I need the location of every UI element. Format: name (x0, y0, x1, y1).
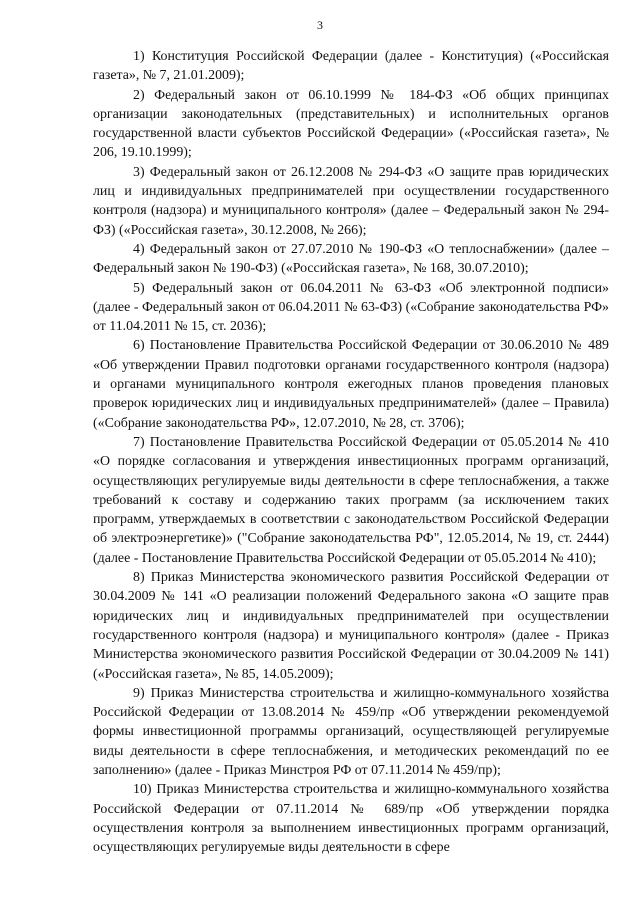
legal-basis-list (93, 47, 609, 857)
item-number: 5) (133, 280, 145, 296)
list-item (93, 47, 609, 86)
item-number: 2) (133, 87, 145, 103)
item-number: 7) (133, 434, 145, 450)
list-item (93, 86, 609, 163)
list-item (93, 568, 609, 684)
item-text: Федеральный закон от 26.12.2008 № 294-ФЗ «О защите прав юридических лиц и индивидуальных предпринимателей при осуществлении государственного контроля (надзора) и муниципального контроля» (далее – Федеральный закон № 294-ФЗ) («Российская газета», 30.12.2008, № 266); (93, 164, 609, 238)
list-item (93, 780, 609, 857)
list-item (93, 163, 609, 240)
list-item (93, 240, 609, 279)
list-item (93, 279, 609, 337)
item-text: Постановление Правительства Российской Федерации от 05.05.2014 № 410 «О порядке согласования и утверждения инвестиционных программ организаций, осуществляющих регулируемые виды деятельности в сфере теплоснабжения, а также требований к составу и содержанию таких программ (за исключением таких программ, утверждаемых в соответствии с законодательством Российской Федерации об электроэнергетике)» ("Собрание законодательства РФ", 12.05.2014, № 19, ст. 2444) (далее - Постановление Правительства Российской Федерации от 05.05.2014 № 410); (93, 434, 609, 566)
item-text: Конституция Российской Федерации (далее - Конституция) («Российская газета», № 7, 21.01.2009); (93, 49, 609, 84)
item-number: 6) (133, 338, 145, 354)
item-text: Приказ Министерства экономического развития Российской Федерации от 30.04.2009 № 141 «О реализации положений Федерального закона «О защите прав юридических лиц и индивидуальных предпринимателей при осуществлении государственного контроля (надзора) и муниципального контроля» (далее - Приказ Министерства экономического развития Российской Федерации от 30.04.2009 № 141) («Российская газета», № 85, 14.05.2009); (93, 570, 609, 682)
item-number: 10) (133, 782, 152, 798)
item-text: Федеральный закон от 27.07.2010 № 190-ФЗ «О теплоснабжении» (далее – Федеральный закон № 190-ФЗ) («Российская газета», № 168, 30.07.2010); (93, 241, 609, 277)
item-text: Приказ Министерства строительства и жилищно-коммунального хозяйства Российской Федерации от 13.08.2014 № 459/пр «Об утверждении рекомендуемой формы инвестиционной программы организаций, осуществляющей регулируемые виды деятельности в сфере теплоснабжения, и методических рекомендаций по ее заполнению» (далее - Приказ Минстроя РФ от 07.11.2014 № 459/пр); (93, 685, 609, 778)
item-text: Приказ Министерства строительства и жилищно-коммунального хозяйства Российской Федерации от 07.11.2014 № 689/пр «Об утверждении порядка осуществления контроля за выполнением инвестиционных программ организаций, осуществляющих регулируемые виды деятельности в сфере (93, 782, 609, 856)
list-item (93, 336, 609, 432)
item-text: Федеральный закон от 06.10.1999 № 184-ФЗ «Об общих принципах организации законодательных (представительных) и исполнительных органов государственной власти субъектов Российской Федерации» («Российская газета», № 206, 19.10.1999); (93, 87, 609, 161)
list-item (93, 684, 609, 780)
item-number: 8) (133, 570, 145, 586)
item-number: 3) (133, 164, 145, 180)
item-number: 1) (133, 49, 145, 64)
item-number: 9) (133, 685, 145, 701)
item-number: 4) (133, 241, 145, 257)
item-text: Постановление Правительства Российской Федерации от 30.06.2010 № 489 «Об утверждении Правил подготовки органами государственного контроля (надзора) и органами муниципального контроля ежегодных планов проведения плановых проверок юридических лиц и индивидуальных предпринимателей» (далее – Правила) («Собрание законодательства РФ», 12.07.2010, № 28, ст. 3706); (93, 338, 609, 431)
list-item (93, 433, 609, 568)
page-number: 3 (317, 18, 323, 32)
item-text: Федеральный закон от 06.04.2011 № 63-ФЗ «Об электронной подписи» (далее - Федеральный закон от 06.04.2011 № 63-ФЗ) («Собрание законодательства РФ» от 11.04.2011 № 15, ст. 2036); (93, 280, 609, 335)
